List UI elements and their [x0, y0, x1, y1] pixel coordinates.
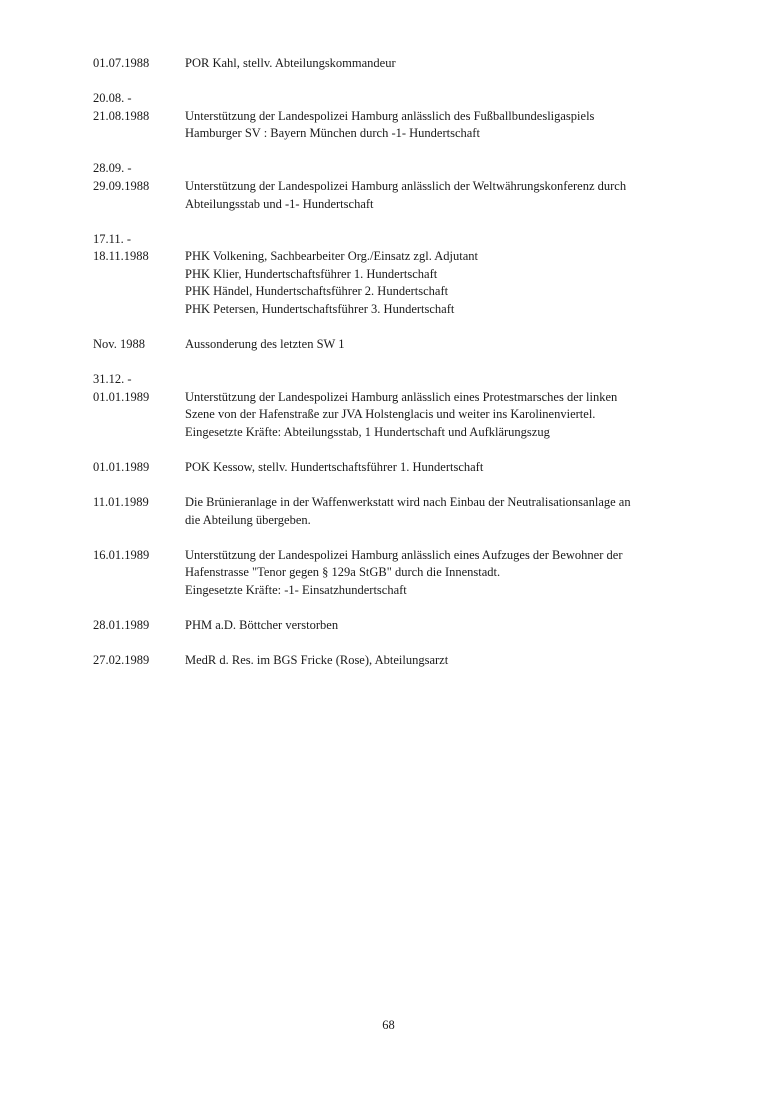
entry-text — [185, 459, 693, 477]
text-line: PHM a.D. Böttcher verstorben — [185, 618, 339, 633]
text-line: Hamburger SV : Bayern München durch -1- Hundertschaft — [185, 126, 480, 141]
date-line: 28.09. - — [93, 161, 132, 176]
entry-date — [93, 336, 185, 354]
text-line: Hafenstrasse "Tenor gegen § 129a StGB" durch die Innenstadt. — [185, 565, 501, 580]
date-line: 31.12. - — [93, 372, 132, 387]
chronicle-entry — [93, 459, 693, 477]
entry-date — [93, 55, 185, 73]
text-line: PHK Klier, Hundertschaftsführer 1. Hundertschaft — [185, 266, 438, 281]
text-line: Unterstützung der Landespolizei Hamburg anlässlich des Fußballbundesligaspiels — [185, 108, 595, 123]
date-line: 01.01.1989 — [93, 460, 150, 475]
text-line: Aussonderung des letzten SW 1 — [185, 337, 345, 352]
entry-date — [93, 231, 185, 319]
date-line: 21.08.1988 — [93, 108, 150, 123]
entry-date — [93, 371, 185, 441]
text-line: MedR d. Res. im BGS Fricke (Rose), Abteilungsarzt — [185, 653, 449, 668]
entry-text — [185, 652, 693, 670]
chronicle-entry — [93, 231, 693, 319]
chronicle-entry — [93, 371, 693, 441]
text-line: Abteilungsstab und -1- Hundertschaft — [185, 196, 374, 211]
entry-date — [93, 617, 185, 635]
entry-date — [93, 160, 185, 213]
spacer — [185, 231, 693, 249]
date-line: 01.01.1989 — [93, 389, 150, 404]
text-line: Die Brünieranlage in der Waffenwerkstatt wird nach Einbau der Neutralisationsanlage an — [185, 495, 631, 510]
text-line: Eingesetzte Kräfte: Abteilungsstab, 1 Hundertschaft und Aufklärungszug — [185, 425, 550, 439]
entry-text — [185, 55, 693, 73]
entry-date — [93, 90, 185, 143]
chronicle-entry — [93, 617, 693, 635]
date-line: 29.09.1988 — [93, 178, 150, 193]
text-line: PHK Volkening, Sachbearbeiter Org./Einsatz zgl. Adjutant — [185, 249, 479, 264]
chronicle-entry — [93, 90, 693, 143]
date-line: Nov. 1988 — [93, 337, 145, 352]
text-line: Eingesetzte Kräfte: -1- Einsatzhundertschaft — [185, 583, 407, 598]
chronicle-entry — [93, 160, 693, 213]
spacer — [185, 160, 693, 178]
entry-date — [93, 652, 185, 670]
spacer — [185, 371, 693, 389]
text-line: Unterstützung der Landespolizei Hamburg anlässlich eines Aufzuges der Bewohner der — [185, 547, 623, 562]
text-line: PHK Petersen, Hundertschaftsführer 3. Hundertschaft — [185, 302, 455, 317]
chronicle-list — [93, 55, 693, 687]
text-line: Unterstützung der Landespolizei Hamburg anlässlich der Weltwährungskonferenz durch — [185, 178, 627, 193]
chronicle-entry — [93, 652, 693, 670]
date-line: 20.08. - — [93, 91, 132, 106]
date-line: 16.01.1989 — [93, 547, 150, 562]
page-number: 68 — [382, 1018, 395, 1032]
entry-date — [93, 547, 185, 600]
text-line: die Abteilung übergeben. — [185, 512, 311, 527]
text-line: POR Kahl, stellv. Abteilungskommandeur — [185, 56, 396, 70]
entry-text — [185, 231, 693, 319]
entry-text — [185, 336, 693, 354]
entry-text — [185, 617, 693, 635]
spacer — [185, 90, 693, 108]
chronicle-entry — [93, 494, 693, 529]
entry-text — [185, 160, 693, 213]
date-line: 18.11.1988 — [93, 249, 149, 264]
entry-text — [185, 494, 693, 529]
entry-text — [185, 90, 693, 143]
chronicle-entry — [93, 336, 693, 354]
entry-date — [93, 494, 185, 529]
date-line: 17.11. - — [93, 231, 132, 246]
text-line: Unterstützung der Landespolizei Hamburg anlässlich eines Protestmarsches der linken — [185, 389, 618, 404]
text-line: PHK Händel, Hundertschaftsführer 2. Hundertschaft — [185, 284, 449, 299]
chronicle-entry — [93, 547, 693, 600]
text-line: POK Kessow, stellv. Hundertschaftsführer 1. Hundertschaft — [185, 460, 484, 475]
date-line: 28.01.1989 — [93, 618, 150, 633]
entry-date — [93, 459, 185, 477]
text-line: Szene von der Hafenstraße zur JVA Holstenglacis und weiter ins Karolinenviertel. — [185, 407, 596, 422]
date-line: 01.07.1988 — [93, 56, 150, 70]
chronicle-entry — [93, 55, 693, 73]
date-line: 11.01.1989 — [93, 495, 149, 510]
entry-text — [185, 371, 693, 441]
date-line: 27.02.1989 — [93, 653, 150, 668]
entry-text — [185, 547, 693, 600]
